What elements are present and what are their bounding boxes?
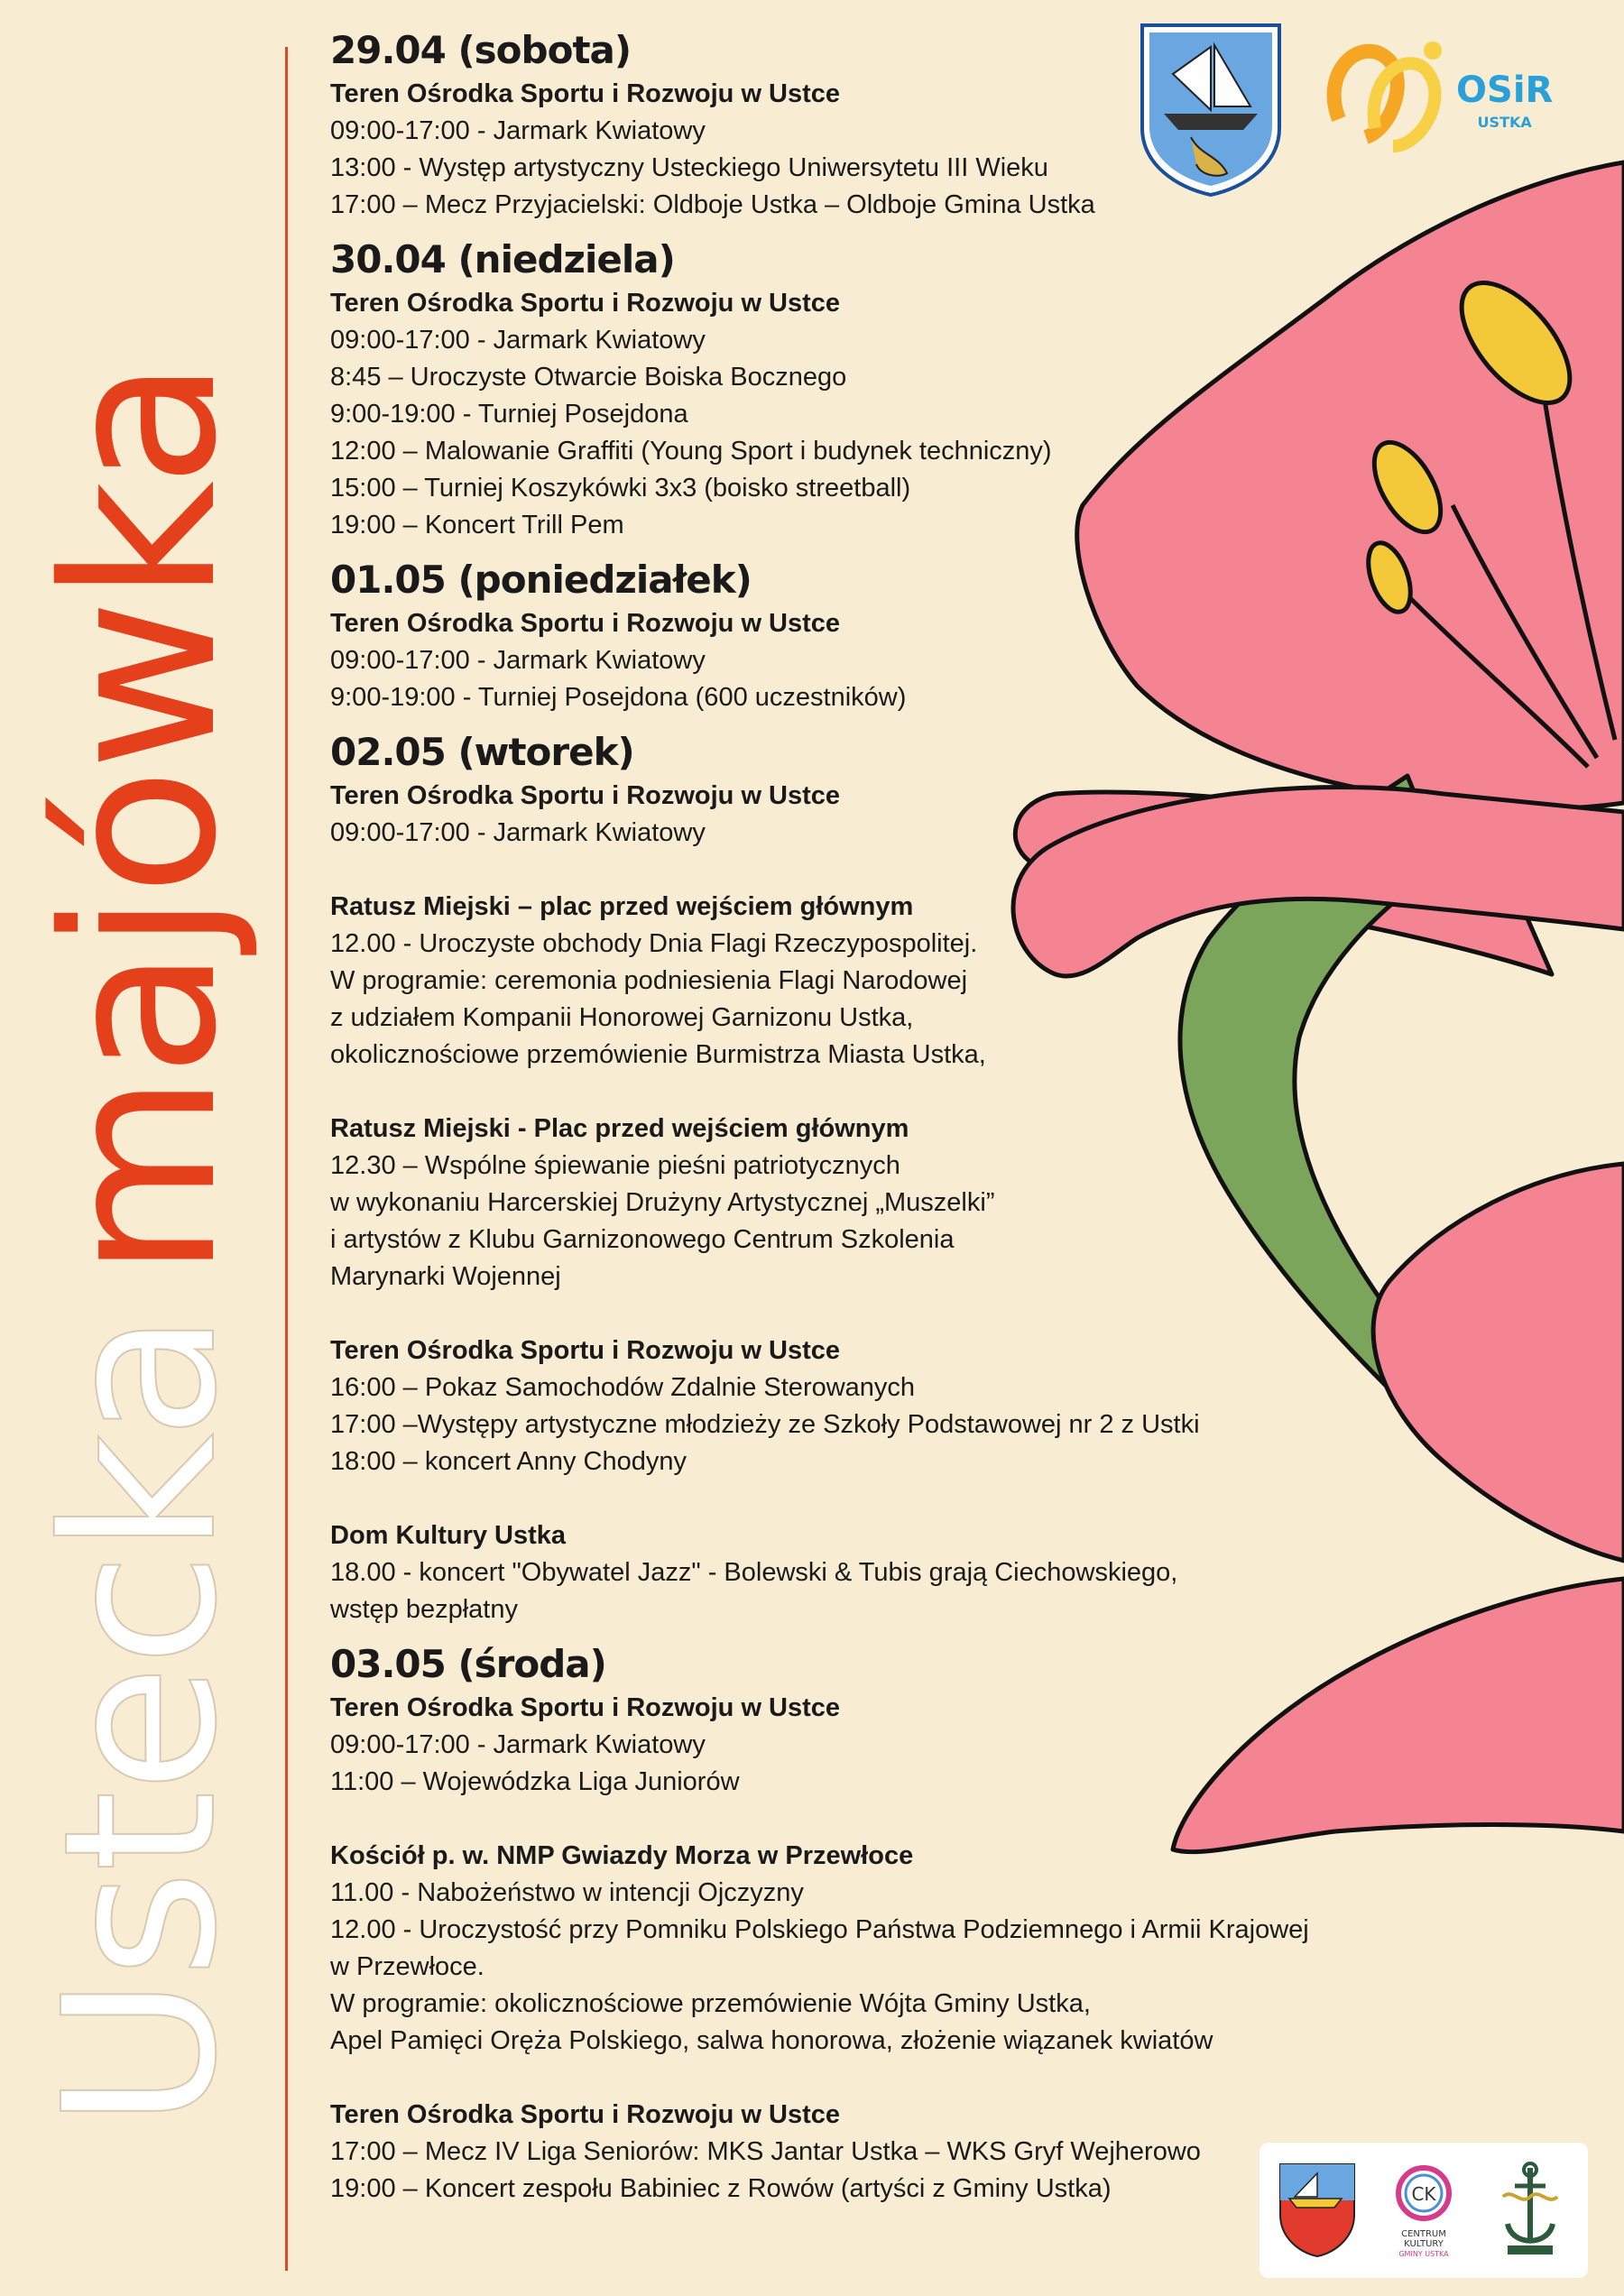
event-item: 19:00 – Koncert zespołu Babiniec z Rowów (artyści z Gminy Ustka) (330, 2174, 1112, 2203)
event-item: 13:00 - Występ artystyczny Usteckiego Uniwersytetu III Wieku (330, 153, 1048, 182)
venue-label: Ratusz Miejski – plac przed wejściem głównym (330, 892, 914, 921)
event-item: 11.00 - Nabożeństwo w intencji Ojczyzny (330, 1878, 804, 1907)
osir-city: USTKA (1477, 114, 1532, 131)
centrum-kultury-logo (1392, 2162, 1455, 2259)
event-item: 09:00-17:00 - Jarmark Kwiatowy (330, 1730, 706, 1759)
venue-label: Teren Ośrodka Sportu i Rozwoju w Ustce (330, 1693, 841, 1722)
day-date: 03.05 (środa) (330, 1642, 606, 1686)
venue-label: Teren Ośrodka Sportu i Rozwoju w Ustce (330, 289, 841, 318)
ck-mark: CK (1411, 2183, 1436, 2205)
event-item: 17:00 – Mecz Przyjacielski: Oldboje Ustka – Oldboje Gmina Ustka (330, 190, 1095, 219)
ck-line1: CENTRUM (1401, 2229, 1446, 2239)
day-29-04 (330, 27, 1449, 224)
event-item: okolicznościowe przemówienie Burmistrza Miasta Ustka, (330, 1040, 986, 1069)
day-30-04 (330, 236, 1449, 544)
event-item: Apel Pamięci Oręża Polskiego, salwa honorowa, złożenie wiązanek kwiatów (330, 2026, 1213, 2055)
venue-label: Teren Ośrodka Sportu i Rozwoju w Ustce (330, 609, 841, 638)
venue-label: Teren Ośrodka Sportu i Rozwoju w Ustce (330, 2100, 841, 2129)
venue-label: Teren Ośrodka Sportu i Rozwoju w Ustce (330, 1336, 841, 1365)
event-item: wstęp bezpłatny (330, 1595, 518, 1624)
gmina-ustka-coat-of-arms-icon (1277, 2161, 1358, 2260)
event-item: W programie: okolicznościowe przemówienie Wójta Gminy Ustka, (330, 1989, 1091, 2018)
vertical-title (19, 361, 263, 2129)
event-item: 19:00 – Koncert Trill Pem (330, 511, 624, 539)
event-item: w Przewłoce. (330, 1952, 484, 1981)
day-date: 30.04 (niedziela) (330, 237, 675, 281)
venue-label: Teren Ośrodka Sportu i Rozwoju w Ustce (330, 781, 841, 810)
title-word-majowka: majówka (19, 361, 263, 1278)
event-item: 18:00 – koncert Anny Chodyny (330, 1447, 687, 1476)
event-item: 9:00-19:00 - Turniej Posejdona (330, 400, 688, 429)
osir-name: OSiR (1456, 69, 1554, 111)
event-item: z udziałem Kompanii Honorowej Garnizonu Ustka, (330, 1003, 914, 1032)
event-item: 09:00-17:00 - Jarmark Kwiatowy (330, 646, 706, 675)
event-item: 18.00 - koncert "Obywatel Jazz" - Bolewski & Tubis grają Ciechowskiego, (330, 1558, 1178, 1587)
event-item: 17:00 – Mecz IV Liga Seniorów: MKS Jantar Ustka – WKS Gryf Wejherowo (330, 2137, 1201, 2166)
venue-label: Kościół p. w. NMP Gwiazdy Morza w Przewłoce (330, 1841, 914, 1870)
event-item: 8:45 – Uroczyste Otwarcie Boiska Bocznego (330, 363, 847, 392)
day-date: 02.05 (wtorek) (330, 730, 634, 774)
event-item: 09:00-17:00 - Jarmark Kwiatowy (330, 326, 706, 355)
event-item: w wykonaniu Harcerskiej Drużyny Artystycznej „Muszelki” (330, 1188, 995, 1217)
naval-anchor-emblem-icon (1490, 2161, 1571, 2260)
ck-ring-icon (1392, 2162, 1455, 2225)
venue-label: Teren Ośrodka Sportu i Rozwoju w Ustce (330, 79, 841, 108)
event-item: 16:00 – Pokaz Samochodów Zdalnie Sterowanych (330, 1373, 916, 1402)
bottom-logos (1260, 2143, 1588, 2278)
title-divider-line (285, 47, 288, 2271)
venue-label: Ratusz Miejski - Plac przed wejściem głównym (330, 1114, 909, 1143)
event-item: 09:00-17:00 - Jarmark Kwiatowy (330, 116, 706, 145)
event-item: 11:00 – Wojewódzka Liga Juniorów (330, 1767, 740, 1796)
event-item: 12.00 - Uroczyste obchody Dnia Flagi Rzeczypospolitej. (330, 929, 978, 958)
event-item: 12:00 – Malowanie Graffiti (Young Sport i budynek techniczny) (330, 437, 1052, 466)
day-02-05 (330, 729, 1449, 1628)
event-item: 09:00-17:00 - Jarmark Kwiatowy (330, 818, 706, 847)
day-01-05 (330, 557, 1449, 716)
event-item: Marynarki Wojennej (330, 1262, 561, 1291)
event-item: 9:00-19:00 - Turniej Posejdona (600 uczestników) (330, 683, 907, 712)
event-item: 12.30 – Wspólne śpiewanie pieśni patriotycznych (330, 1151, 900, 1180)
event-schedule (330, 27, 1449, 2208)
title-word-ustecka: Ustecka (19, 1314, 263, 2129)
day-03-05 (330, 1641, 1449, 2208)
venue-label: Dom Kultury Ustka (330, 1521, 567, 1550)
event-item: 17:00 –Występy artystyczne młodzieży ze Szkoły Podstawowej nr 2 z Ustki (330, 1410, 1200, 1439)
event-item: i artystów z Klubu Garnizonowego Centrum Szkolenia (330, 1225, 955, 1254)
event-item: 12.00 - Uroczystość przy Pomniku Polskiego Państwa Podziemnego i Armii Krajowej (330, 1915, 1309, 1944)
event-item: W programie: ceremonia podniesienia Flagi Narodowej (330, 966, 968, 995)
ck-line3: GMINY USTKA (1398, 2250, 1449, 2258)
event-item: 15:00 – Turniej Koszykówki 3x3 (boisko streetball) (330, 474, 911, 503)
day-date: 29.04 (sobota) (330, 28, 632, 72)
day-date: 01.05 (poniedziałek) (330, 558, 752, 602)
ck-line2: KULTURY (1404, 2239, 1444, 2249)
